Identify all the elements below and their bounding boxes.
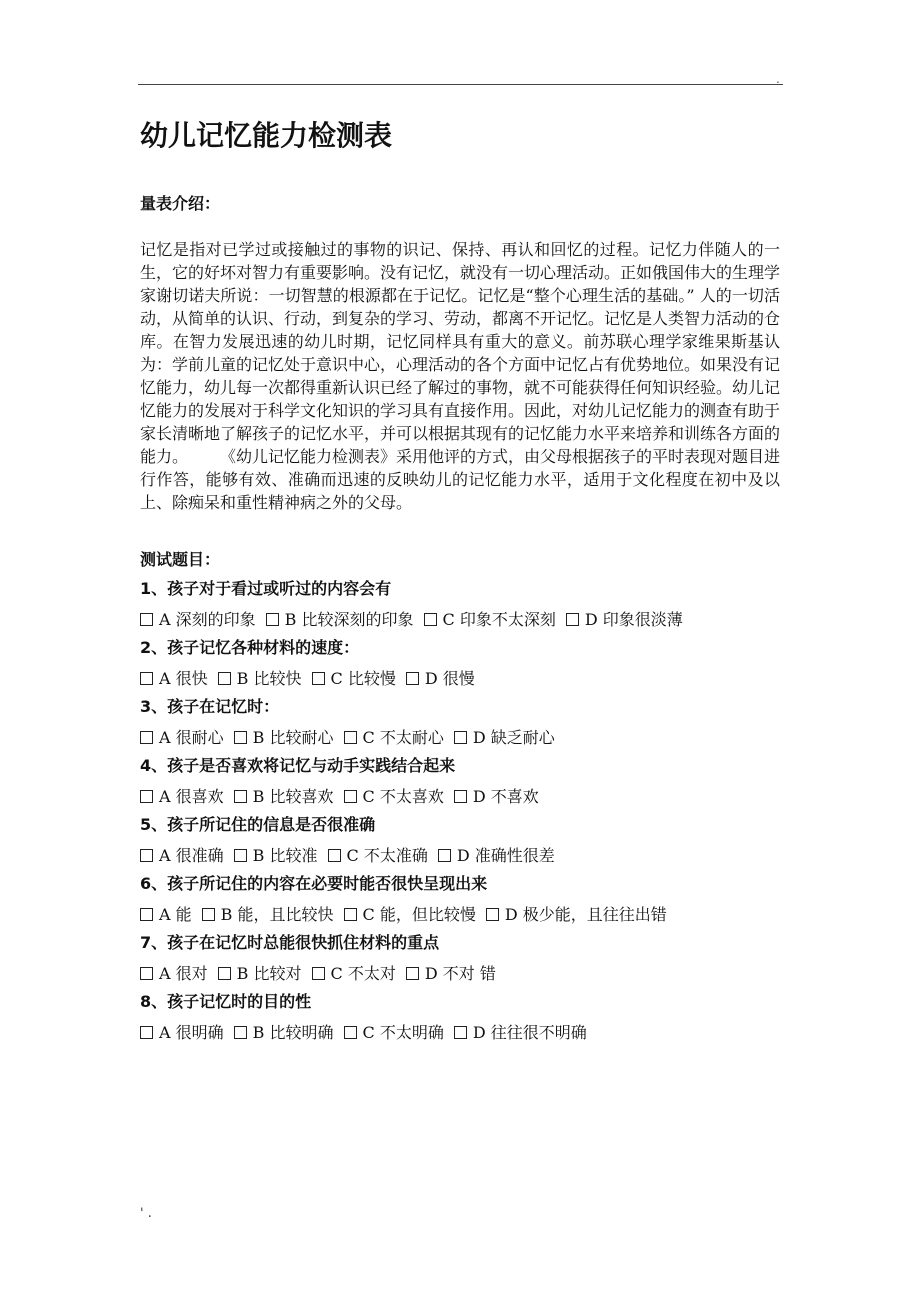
- checkbox-icon[interactable]: [406, 967, 419, 980]
- question-options: [140, 726, 780, 749]
- answer-option-label: D 极少能，且往往出错: [504, 905, 667, 924]
- checkbox-icon[interactable]: [218, 672, 231, 685]
- header-rule: [138, 84, 783, 85]
- question-title: 7、孩子在记忆时总能很快抓住材料的重点: [140, 933, 440, 952]
- answer-option-label: D 准确性很差: [456, 846, 555, 865]
- answer-option[interactable]: [234, 728, 334, 747]
- question-title: 8、孩子记忆时的目的性: [140, 992, 312, 1011]
- answer-option-label: B 比较耐心: [252, 728, 334, 747]
- answer-option[interactable]: [312, 669, 396, 688]
- checkbox-icon[interactable]: [454, 731, 467, 744]
- checkbox-icon[interactable]: [406, 672, 419, 685]
- checkbox-icon[interactable]: [234, 790, 247, 803]
- answer-option[interactable]: [406, 669, 475, 688]
- checkbox-icon[interactable]: [140, 1026, 153, 1039]
- answer-option[interactable]: [234, 1023, 334, 1042]
- answer-option[interactable]: [140, 964, 208, 983]
- checkbox-icon[interactable]: [140, 613, 153, 626]
- answer-option[interactable]: [344, 1023, 444, 1042]
- answer-option[interactable]: [140, 728, 224, 747]
- answer-option[interactable]: [140, 846, 224, 865]
- answer-option-label: A 很喜欢: [159, 787, 224, 806]
- checkbox-icon[interactable]: [344, 790, 357, 803]
- answer-option[interactable]: [140, 1023, 224, 1042]
- answer-option[interactable]: [486, 905, 667, 924]
- answer-option[interactable]: [234, 787, 334, 806]
- checkbox-icon[interactable]: [454, 790, 467, 803]
- checkbox-icon[interactable]: [140, 849, 153, 862]
- answer-option[interactable]: [424, 610, 556, 629]
- question-title: 3、孩子在记忆时：: [140, 697, 280, 716]
- answer-option[interactable]: [202, 905, 334, 924]
- answer-option-label: C 比较慢: [330, 669, 396, 688]
- answer-option-label: B 能，且比较快: [220, 905, 334, 924]
- answer-option[interactable]: [454, 787, 539, 806]
- test-heading: 测试题目：: [140, 550, 221, 569]
- answer-option[interactable]: [234, 846, 318, 865]
- checkbox-icon[interactable]: [344, 908, 357, 921]
- question-options: [140, 1021, 780, 1044]
- answer-option-label: A 很耐心: [159, 728, 224, 747]
- question-title: 1、孩子对于看过或听过的内容会有: [140, 579, 392, 598]
- checkbox-icon[interactable]: [140, 790, 153, 803]
- answer-option-label: C 不太耐心: [362, 728, 444, 747]
- answer-option-label: C 不太准确: [346, 846, 428, 865]
- answer-option[interactable]: [406, 964, 496, 983]
- answer-option-label: C 不太喜欢: [362, 787, 444, 806]
- answer-option-label: C 不太明确: [362, 1023, 444, 1042]
- answer-option-label: A 很对: [159, 964, 208, 983]
- answer-option[interactable]: [218, 964, 302, 983]
- checkbox-icon[interactable]: [328, 849, 341, 862]
- checkbox-icon[interactable]: [454, 1026, 467, 1039]
- checkbox-icon[interactable]: [234, 849, 247, 862]
- answer-option[interactable]: [566, 610, 683, 629]
- answer-option[interactable]: [344, 728, 444, 747]
- answer-option-label: D 不喜欢: [472, 787, 539, 806]
- question-title: 6、孩子所记住的内容在必要时能否很快呈现出来: [140, 874, 488, 893]
- answer-option[interactable]: [454, 1023, 587, 1042]
- checkbox-icon[interactable]: [566, 613, 579, 626]
- answer-option[interactable]: [312, 964, 396, 983]
- answer-option-label: D 缺乏耐心: [472, 728, 555, 747]
- checkbox-icon[interactable]: [234, 1026, 247, 1039]
- answer-option-label: D 很慢: [424, 669, 475, 688]
- answer-option-label: B 比较快: [236, 669, 302, 688]
- question-options: [140, 903, 780, 926]
- checkbox-icon[interactable]: [424, 613, 437, 626]
- question-options: [140, 608, 780, 631]
- question-options: [140, 844, 780, 867]
- checkbox-icon[interactable]: [312, 967, 325, 980]
- answer-option-label: C 能，但比较慢: [362, 905, 476, 924]
- answer-option-label: B 比较喜欢: [252, 787, 334, 806]
- checkbox-icon[interactable]: [438, 849, 451, 862]
- answer-option[interactable]: [454, 728, 555, 747]
- answer-option-label: B 比较对: [236, 964, 302, 983]
- answer-option-label: D 不对 错: [424, 964, 496, 983]
- question-title: 5、孩子所记住的信息是否很准确: [140, 815, 376, 834]
- answer-option[interactable]: [140, 669, 208, 688]
- header-mark: .: [776, 72, 780, 86]
- checkbox-icon[interactable]: [486, 908, 499, 921]
- answer-option-label: D 印象很淡薄: [584, 610, 683, 629]
- checkbox-icon[interactable]: [344, 1026, 357, 1039]
- intro-paragraph: 记忆是指对已学过或接触过的事物的识记、保持、再认和回忆的过程。记忆力伴随人的一生，它的好坏对智力有重要影响。没有记忆，就没有一切心理活动。正如俄国伟大的生理学家谢切诺夫所说：一切智慧的根源都在于记忆。记忆是“整个心理生活的基础。” 人的一切活动，从简单的认识、行动，到复杂的学习、劳动，都离不开记忆。记忆是人类智力活动的仓库。在智力发展迅速的幼儿时期，记忆同样具有重大的意义。前苏联心理学家维果斯基认为：学前儿童的记忆处于意识中心，心理活动的各个方面中记忆占有优势地位。如果没有记忆能力，幼儿每一次都得重新认识已经了解过的事物，就不可能获得任何知识经验。幼儿记忆能力的发展对于科学文化知识的学习具有直接作用。因此，对幼儿记忆能力的测查有助于家长清晰地了解孩子的记忆水平，并可以根据其现有的记忆能力水平来培养和训练各方面的能力。 《幼儿记忆能力检测表》采用他评的方式，由父母根据孩子的平时表现对题目进行作答，能够有效、准确而迅速的反映幼儿的记忆能力水平，适用于文化程度在初中及以上、除痴呆和重性精神病之外的父母。: [140, 240, 781, 512]
- checkbox-icon[interactable]: [140, 672, 153, 685]
- question-title: 2、孩子记忆各种材料的速度：: [140, 638, 360, 657]
- question-title: 4、孩子是否喜欢将记忆与动手实践结合起来: [140, 756, 456, 775]
- checkbox-icon[interactable]: [218, 967, 231, 980]
- answer-option[interactable]: [218, 669, 302, 688]
- answer-option[interactable]: [344, 787, 444, 806]
- question-list: [140, 577, 780, 1044]
- answer-option-label: A 很明确: [159, 1023, 224, 1042]
- checkbox-icon[interactable]: [344, 731, 357, 744]
- answer-option[interactable]: [140, 610, 256, 629]
- answer-option[interactable]: [438, 846, 555, 865]
- checkbox-icon[interactable]: [140, 967, 153, 980]
- footer-mark: ' .: [140, 1206, 152, 1221]
- answer-option-label: A 深刻的印象: [159, 610, 256, 629]
- question-options: [140, 785, 780, 808]
- answer-option-label: B 比较准: [252, 846, 318, 865]
- question-options: [140, 962, 780, 985]
- answer-option-label: A 很快: [159, 669, 208, 688]
- answer-option-label: B 比较明确: [252, 1023, 334, 1042]
- answer-option-label: B 比较深刻的印象: [284, 610, 414, 629]
- answer-option[interactable]: [344, 905, 476, 924]
- answer-option-label: D 往往很不明确: [472, 1023, 587, 1042]
- checkbox-icon[interactable]: [140, 908, 153, 921]
- answer-option-label: C 印象不太深刻: [442, 610, 556, 629]
- answer-option[interactable]: [140, 905, 192, 924]
- checkbox-icon[interactable]: [140, 731, 153, 744]
- checkbox-icon[interactable]: [312, 672, 325, 685]
- answer-option[interactable]: [328, 846, 428, 865]
- answer-option-label: A 很准确: [159, 846, 224, 865]
- answer-option-label: A 能: [159, 905, 192, 924]
- checkbox-icon[interactable]: [202, 908, 215, 921]
- checkbox-icon[interactable]: [266, 613, 279, 626]
- intro-heading: 量表介绍：: [140, 194, 221, 213]
- question-options: [140, 667, 780, 690]
- document-content: [140, 116, 780, 1044]
- answer-option[interactable]: [140, 787, 224, 806]
- checkbox-icon[interactable]: [234, 731, 247, 744]
- answer-option[interactable]: [266, 610, 414, 629]
- page-title: 幼儿记忆能力检测表: [140, 119, 393, 152]
- answer-option-label: C 不太对: [330, 964, 396, 983]
